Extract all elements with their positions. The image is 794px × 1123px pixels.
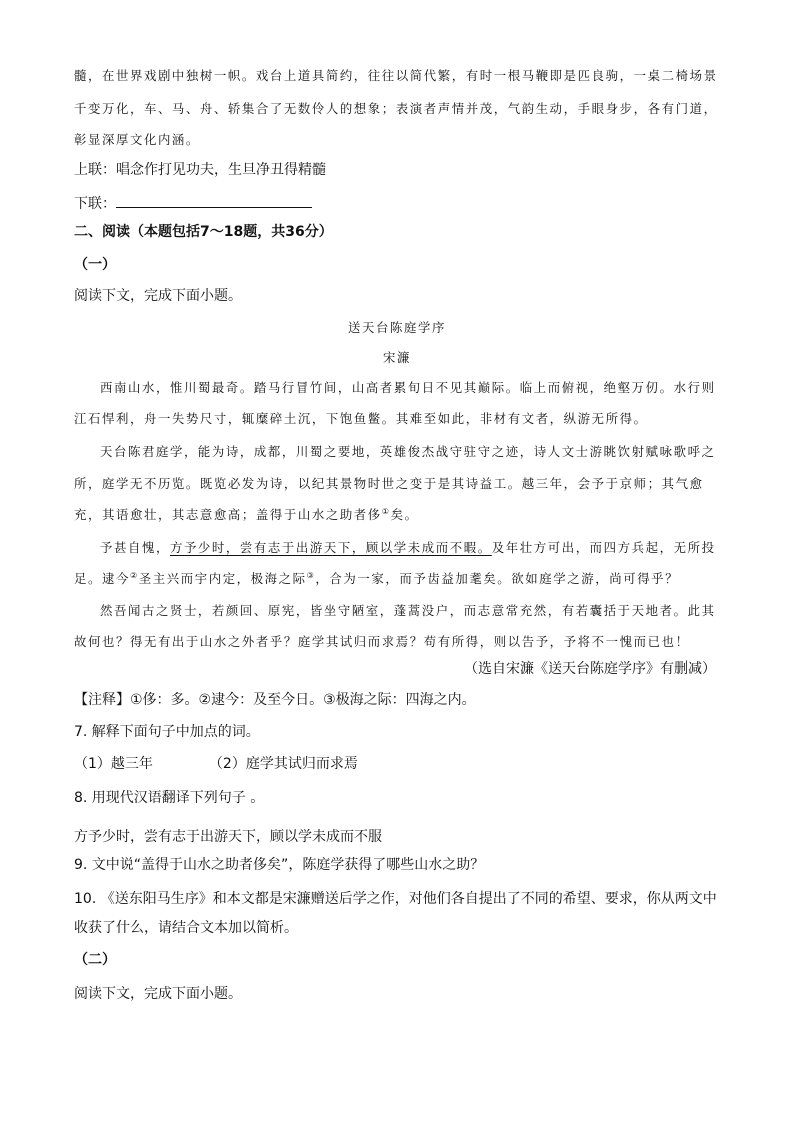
poem-line-2: 千变万化，车、马、舟、轿集合了无数伶人的想象；表演者声情并茂，气韵生动，手眼身步，各有门道， xyxy=(74,101,718,116)
passage-source: （选自宋濂《送天台陈庭学序》有删减） xyxy=(464,661,716,677)
question-10-line2: 收获了什么，请结合文本加以简析。 xyxy=(74,920,298,936)
passage-p3-line1 xyxy=(100,538,716,558)
passage-p1-line2: 江石悍利，舟一失势尺寸，辄糜碎土沉，下饱鱼鳖。其难至如此，非材有文者，纵游无所得。 xyxy=(74,411,648,426)
couplet-upper: 上联：唱念作打见功夫，生旦净丑得精髓 xyxy=(74,162,326,178)
p2-line3-text: 充，其语愈壮，其志意愈高；盖得于山水之助者侈 xyxy=(74,507,382,522)
underlined-sentence: 方予少时，尝有志于出游天下，顾以学未成而不暇。 xyxy=(169,540,492,555)
passage-p3-line2 xyxy=(74,569,679,589)
note-marker-2: ② xyxy=(129,570,139,580)
question-9: 9. 文中说“盖得于山水之助者侈矣”，陈庭学获得了哪些山水之助？ xyxy=(74,857,485,873)
question-10-line1: 10. 《送东阳马生序》和本文都是宋濂赠送后学之作，对他们各自提出了不同的希望、要求，你从两文中 xyxy=(74,891,717,907)
couplet-lower xyxy=(74,193,312,214)
part2-instruction: 阅读下文，完成下面小题。 xyxy=(74,986,242,1002)
passage-p2-line1: 天台陈君庭学，能为诗，成都，川蜀之要地，英雄俊杰战守驻守之迹，诗人文士游眺饮射赋咏歌呼之 xyxy=(100,444,716,459)
part1-instruction: 阅读下文，完成下面小题。 xyxy=(74,288,242,304)
poem-line-1: 髓，在世界戏剧中独树一帜。戏台上道具简约，往往以简代繁，有时一根马鞭即是匹良驹，一桌二椅场景 xyxy=(74,68,718,83)
passage-p4-line2: 故何也？得无有出于山水之外者乎？庭学其试归而求焉？苟有所得，则以告予，予将不一愧而已也！ xyxy=(74,634,690,649)
question-7-item-1: （1）越三年 xyxy=(74,756,153,772)
p3-line2-c: ，合为一家，而予齿益加耄矣。欲如庭学之游，尚可得乎？ xyxy=(315,571,680,586)
passage-author: 宋濂 xyxy=(383,350,411,365)
answer-blank[interactable] xyxy=(116,193,312,208)
passage-p2-line2: 所，庭学无不历览。既览必发为诗，以纪其景物时世之变于是其诗益工。越三年，会予于京师；其气愈 xyxy=(74,476,704,491)
poem-line-3: 彰显深厚文化内涵。 xyxy=(74,132,200,147)
p2-line3-tail: 矣。 xyxy=(390,507,419,522)
annotation-notes: 【注释】①侈：多。②逮今：及至今日。③极海之际：四海之内。 xyxy=(74,692,476,708)
passage-title: 送天台陈庭学序 xyxy=(348,320,446,335)
question-7: 7. 解释下面句子中加点的词。 xyxy=(74,724,260,740)
question-7-items xyxy=(74,754,358,774)
note-marker-3: ③ xyxy=(306,570,316,580)
p3-line2-b: 圣主兴而宇内定，极海之际 xyxy=(138,571,307,586)
p3-line1-tail: 及年壮方可出，而四方兵起，无所投 xyxy=(491,540,716,555)
question-8: 8. 用现代汉语翻译下列句子 。 xyxy=(74,790,265,806)
passage-p4-line1: 然吾闻古之贤士，若颜回、原宪，皆坐守陋室，蓬蒿没户，而志意常充然，有若囊括于天地者。此其 xyxy=(100,603,716,618)
question-7-item-2: （2）庭学其试归而求焉 xyxy=(208,756,358,772)
part-label-2: （二） xyxy=(74,952,116,968)
couplet-lower-label: 下联： xyxy=(74,196,116,212)
question-8-sentence: 方予少时，尝有志于出游天下，顾以学未成而不服 xyxy=(74,829,382,845)
passage-p2-line3 xyxy=(74,505,419,525)
p3-line2-a: 足。逮今 xyxy=(74,571,130,586)
note-marker-1: ① xyxy=(381,506,391,516)
section-heading: 二、阅读（本题包括7～18题，共36分） xyxy=(74,224,333,240)
part-label-1: （一） xyxy=(74,257,116,273)
passage-p1-line1: 西南山水，惟川蜀最奇。踏马行冒竹间，山高者累旬日不见其巅际。临上而俯视，绝壑万仞。水行则 xyxy=(100,380,716,395)
p3-line1-start: 予甚自愧， xyxy=(100,540,170,555)
